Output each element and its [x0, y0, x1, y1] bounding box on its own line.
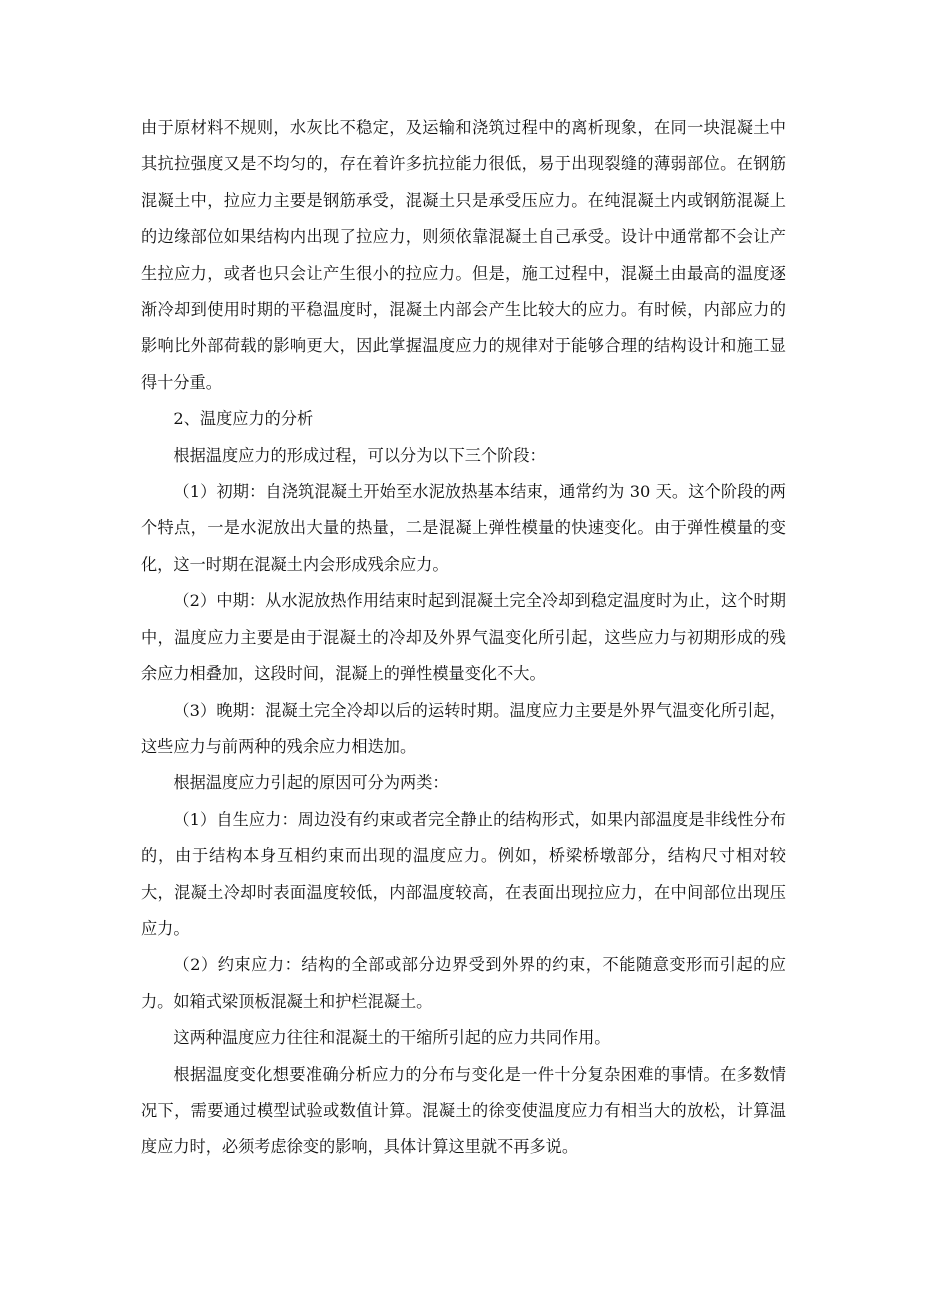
section-heading-temperature-stress-analysis: 2、温度应力的分析	[173, 409, 314, 429]
paragraph-analysis-complexity: 根据温度变化想要准确分析应力的分布与变化是一件十分复杂困难的事情。在多数情况下，需要通过模型试验或数值计算。混凝土的徐变使温度应力有相当大的放松，计算温度应力时，必须考虑徐变的影响，具体计算这里就不再多说。	[141, 1064, 786, 1157]
paragraph-constraint-stress: （2）约束应力：结构的全部或部分边界受到外界的约束，不能随意变形而引起的应力。如箱式梁顶板混凝土和护栏混凝土。	[141, 955, 786, 1011]
document-body	[141, 110, 786, 1166]
paragraph-combined-shrinkage: 这两种温度应力往往和混凝土的干缩所引起的应力共同作用。	[173, 1028, 611, 1048]
paragraph-three-stages-intro: 根据温度应力的形成过程，可以分为以下三个阶段：	[173, 445, 546, 465]
paragraph-cracking-causes: 由于原材料不规则，水灰比不稳定，及运输和浇筑过程中的离析现象，在同一块混凝土中其抗拉强度又是不均匀的，存在着许多抗拉能力很低，易于出现裂缝的薄弱部位。在钢筋混凝土中，拉应力主要是钢筋承受，混凝土只是承受压应力。在纯混凝土内或钢筋混凝上的边缘部位如果结构内出现了拉应力，则须依靠混凝土自己承受。设计中通常都不会让产生拉应力，或者也只会让产生很小的拉应力。但是，施工过程中，混凝土由最高的温度逐渐冷却到使用时期的平稳温度时，混凝土内部会产生比较大的应力。有时候，内部应力的影响比外部荷载的影响更大，因此掌握温度应力的规律对于能够合理的结构设计和施工显得十分重。	[141, 118, 786, 392]
paragraph-two-types-intro: 根据温度应力引起的原因可分为两类：	[173, 773, 449, 793]
paragraph-self-generated-stress: （1）自生应力：周边没有约束或者完全静止的结构形式，如果内部温度是非线性分布的，由于结构本身互相约束而出现的温度应力。例如，桥梁桥墩部分，结构尺寸相对较大，混凝土冷却时表面温度较低，内部温度较高，在表面出现拉应力，在中间部位出现压应力。	[141, 809, 786, 938]
paragraph-middle-stage: （2）中期：从水泥放热作用结束时起到混凝土完全冷却到稳定温度时为止，这个时期中，温度应力主要是由于混凝土的冷却及外界气温变化所引起，这些应力与初期形成的残余应力相叠加，这段时间，混凝上的弹性模量变化不大。	[141, 591, 786, 684]
paragraph-late-stage: （3）晚期：混凝土完全冷却以后的运转时期。温度应力主要是外界气温变化所引起，这些应力与前两种的残余应力相迭加。	[141, 700, 786, 756]
paragraph-early-stage: （1）初期：自浇筑混凝土开始至水泥放热基本结束，通常约为 30 天。这个阶段的两个特点，一是水泥放出大量的热量，二是混凝上弹性模量的快速变化。由于弹性模量的变化，这一时期在混凝土内会形成残余应力。	[141, 482, 786, 574]
